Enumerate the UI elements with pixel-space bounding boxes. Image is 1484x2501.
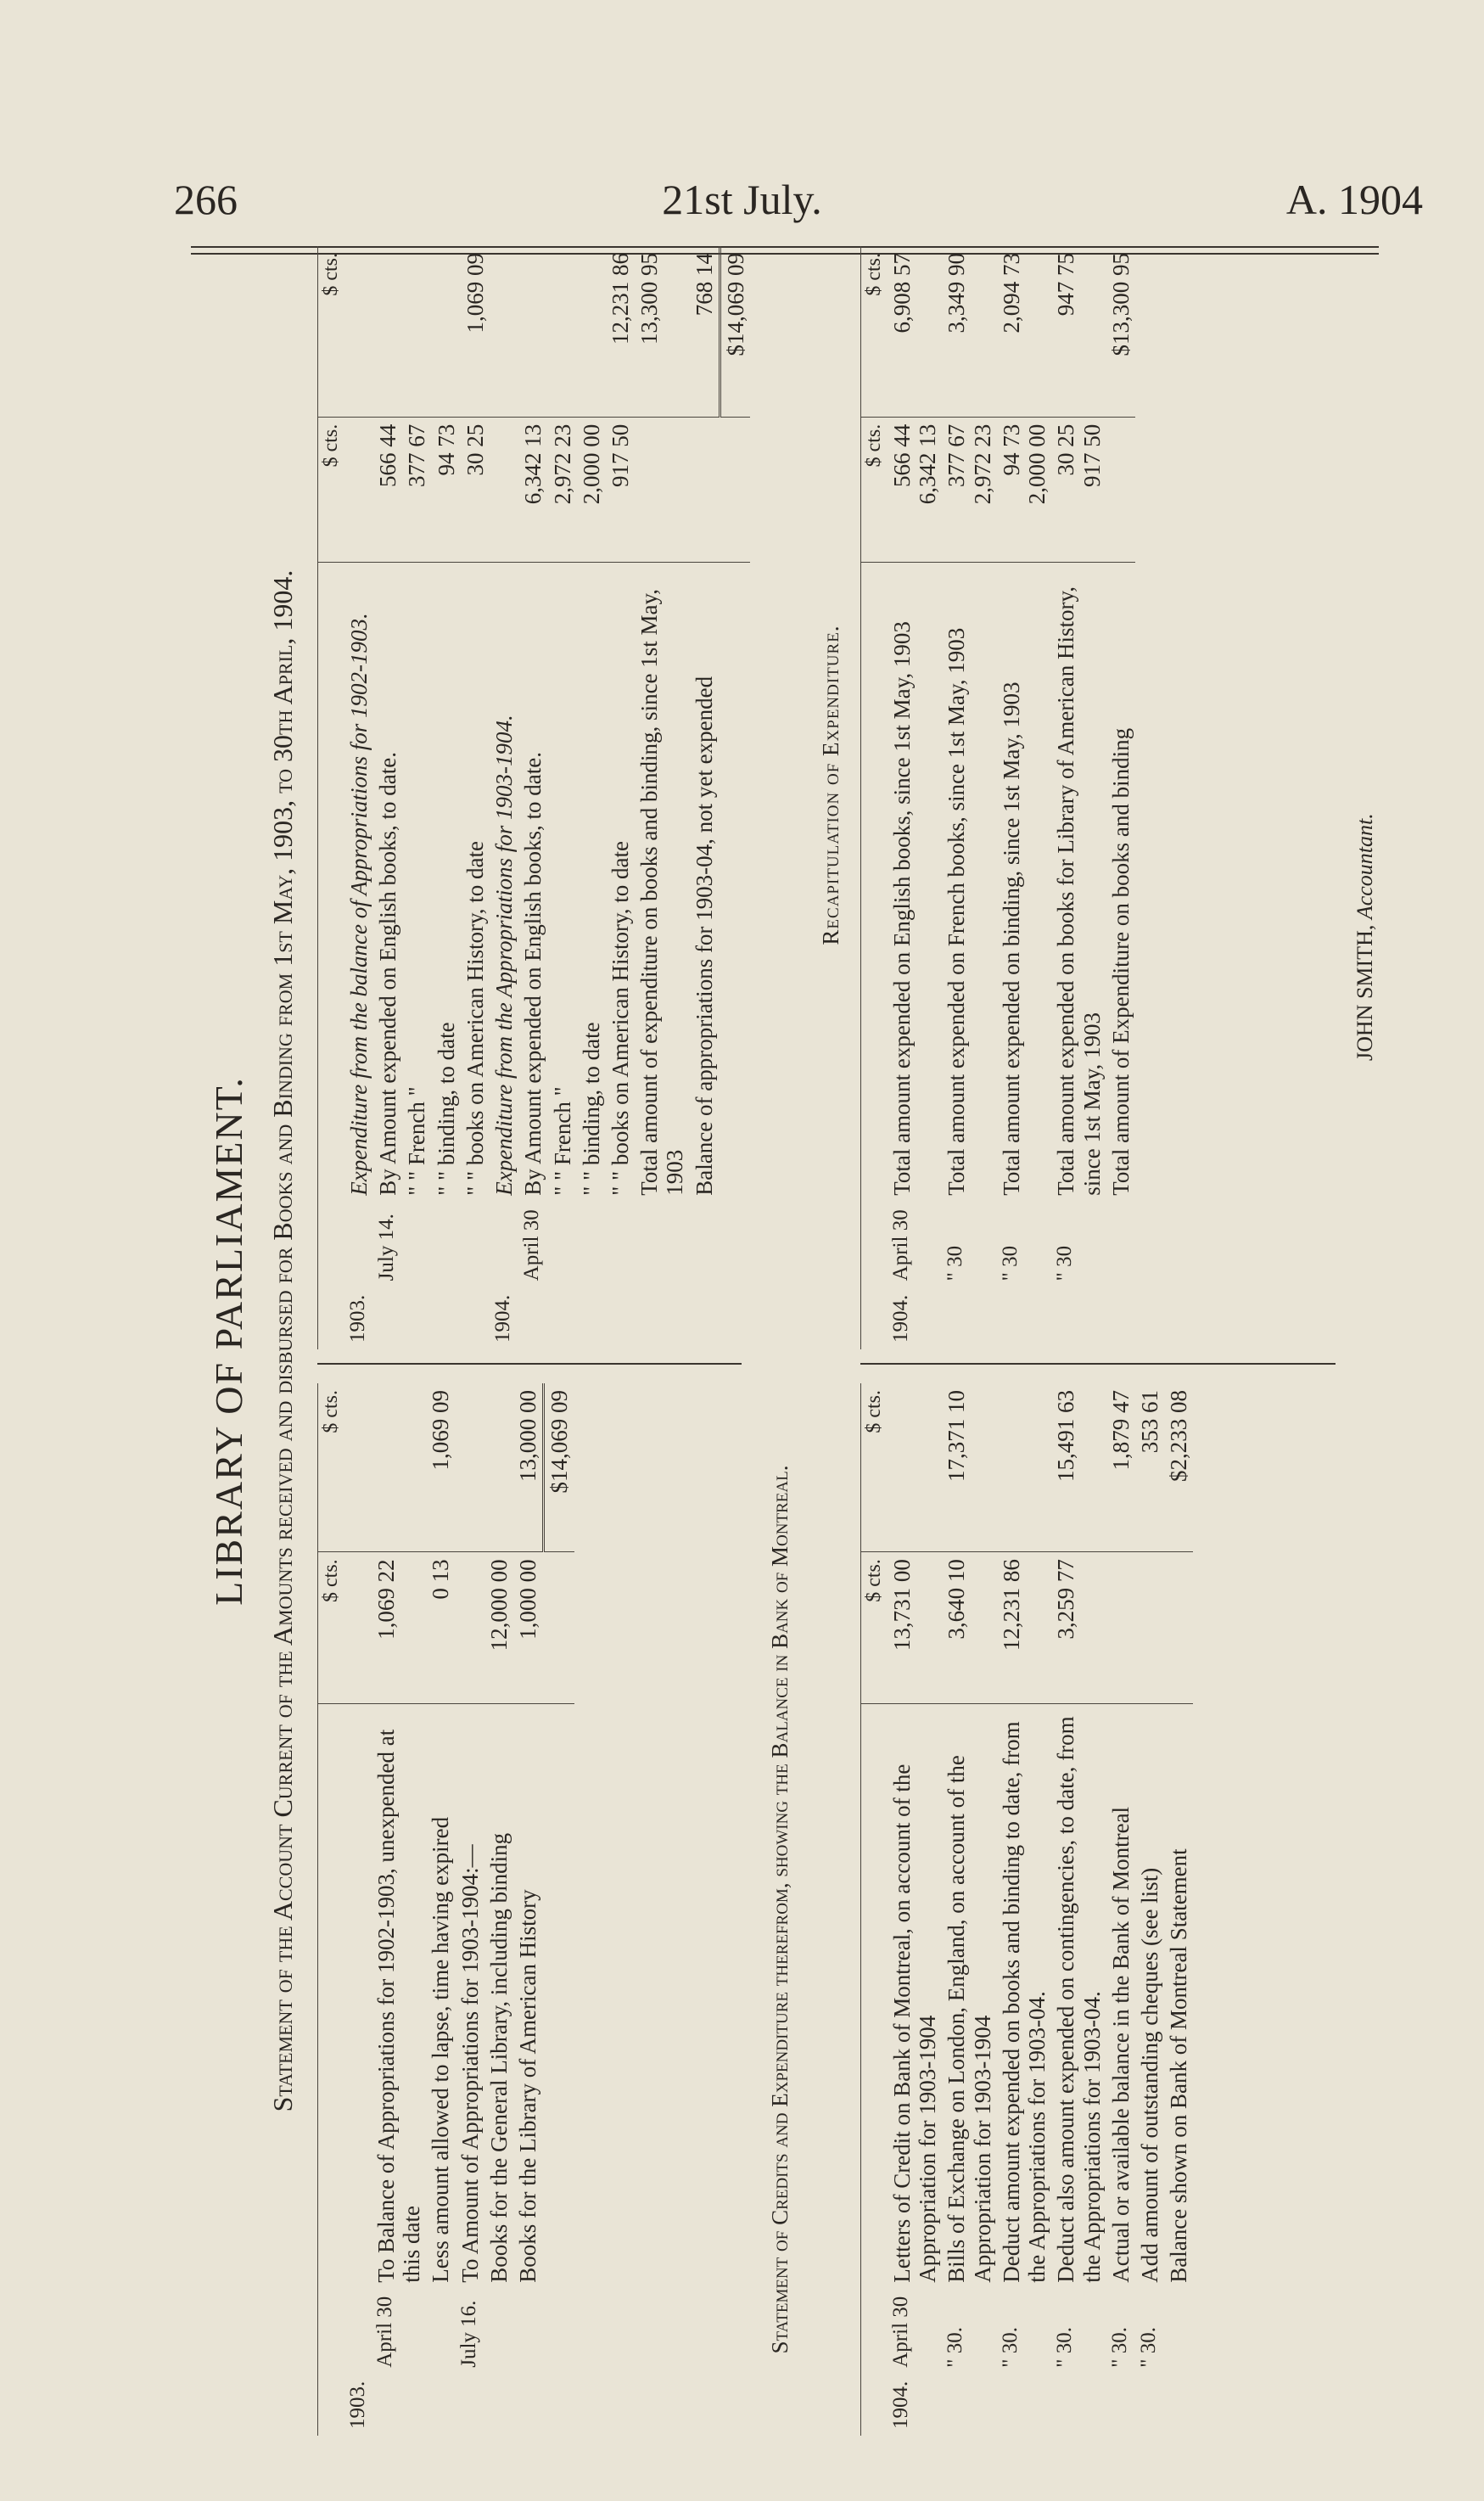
row-description: Balance of appropriations for 1903-04, not yet expended — [691, 676, 717, 1196]
row-description: Total amount expended on French books, since 1st May, 1903 — [944, 627, 970, 1196]
row-date: " 30. — [1107, 2327, 1131, 2368]
row-year — [372, 2375, 426, 2436]
row-amount-outer: 15,491 63 — [1051, 1383, 1106, 1552]
currency-head: $ cts. — [318, 246, 344, 417]
table-row — [461, 246, 490, 1349]
credits-title: Statement of Credits and Expenditure therefrom, showing the Balance in Bank of Montreal. — [767, 1465, 792, 2354]
receipts-table — [317, 1383, 574, 2436]
currency-head: $ cts. — [318, 417, 344, 562]
row-date — [432, 1203, 461, 1288]
currency-head: $ cts. — [861, 246, 888, 417]
spacer — [544, 1704, 574, 2290]
subtotal-amount: 2,000 00 — [1024, 423, 1050, 505]
row-description: Books for the Library of American History — [515, 1889, 541, 2283]
currency-head: $ cts. — [861, 417, 888, 562]
row-amount-inner: 917 50 — [606, 417, 635, 562]
row-amount-subtotals — [888, 417, 942, 562]
row-year — [426, 2375, 455, 2436]
row-description: Bills of Exchange on London, England, on account of the Appropriation for 1903-1904 — [944, 1755, 995, 2283]
table-row — [942, 246, 996, 1349]
table-row — [1051, 1383, 1106, 2436]
row-description: Add amount of outstanding cheques (see list) — [1136, 1867, 1162, 2283]
row-amount-outer: 13,000 00 — [513, 1383, 544, 1552]
row-description: Total amount of Expenditure on books and binding — [1107, 727, 1134, 1196]
row-year: 1904. — [491, 1294, 515, 1343]
currency-head: $ cts. — [861, 1383, 888, 1552]
row-year — [456, 2375, 484, 2436]
row-description: " " binding, to date — [578, 1022, 604, 1196]
row-amount-outer: $2,233 08 — [1164, 1383, 1193, 1552]
row-date — [577, 1203, 606, 1288]
row-year — [1051, 1287, 1106, 1349]
row-year — [635, 1287, 689, 1349]
row-amount-outer — [490, 246, 518, 417]
row-date — [426, 2290, 455, 2375]
row-year — [518, 1287, 547, 1349]
row-date — [344, 2290, 372, 2375]
row-amount-outer — [344, 1383, 372, 1552]
row-amount-outer: 1,069 09 — [461, 246, 490, 417]
row-date: " 30 — [944, 1245, 967, 1281]
table-row — [888, 246, 942, 1349]
subtotal-amount: 94 73 — [998, 423, 1024, 476]
row-amount-inner: 566 44 — [373, 417, 402, 562]
row-date: April 30 — [888, 1209, 912, 1281]
spacer — [720, 562, 750, 1202]
row-description: Total amount of expenditure on books and binding, since 1st May, 1903 — [636, 588, 688, 1196]
row-amount-inner: 2,972 23 — [548, 417, 577, 562]
row-date: " 30. — [1136, 2327, 1160, 2368]
table-row — [888, 1383, 942, 2436]
grand-total: $14,069 09 — [544, 1383, 574, 1552]
row-year — [484, 2375, 513, 2436]
row-amount-outer — [456, 1383, 484, 1552]
spacer — [720, 417, 750, 562]
page-date: 21st July. — [662, 176, 822, 223]
row-year — [942, 1287, 996, 1349]
document-title: LIBRARY OF PARLIAMENT. — [207, 1076, 250, 1606]
spacer — [544, 2375, 574, 2436]
row-amount-subtotals — [1106, 417, 1135, 562]
row-amount-inner: 1,069 22 — [372, 1552, 426, 1704]
row-amount-outer: 353 61 — [1135, 1383, 1164, 1552]
row-description: Expenditure from the Appropriations for 1903-1904. — [491, 715, 518, 1196]
row-year — [1106, 2375, 1135, 2436]
row-amount-inner — [344, 417, 373, 562]
subtotal-amount: 6,342 13 — [915, 423, 941, 505]
table-row — [577, 246, 606, 1349]
row-amount-inner: 377 67 — [402, 417, 431, 562]
row-year — [1051, 2375, 1106, 2436]
row-description: Books for the General Library, including binding — [485, 1832, 512, 2283]
row-amount-outer: $13,300 95 — [1106, 246, 1135, 417]
row-amount-outer — [518, 246, 547, 417]
row-year — [577, 1287, 606, 1349]
row-amount-outer — [344, 246, 373, 417]
row-year — [690, 1287, 720, 1349]
row-amount-inner: 30 25 — [461, 417, 490, 562]
row-description: Letters of Credit on Bank of Montreal, on account of the Appropriation for 1903-1904 — [888, 1764, 941, 2283]
row-amount-inner — [490, 417, 518, 562]
row-description: To Amount of Appropriations for 1903-1904:— — [456, 1844, 483, 2283]
row-amount-inner — [1135, 1552, 1164, 1704]
row-year — [513, 2375, 544, 2436]
table-row — [1164, 1383, 1193, 2436]
signature-name: JOHN SMITH, — [1352, 924, 1377, 1061]
row-date — [1164, 2290, 1193, 2375]
signature — [1352, 813, 1377, 1061]
row-amount-subtotals — [1051, 417, 1106, 562]
table-row — [1051, 246, 1106, 1349]
row-amount-outer: 3,349 90 — [942, 246, 996, 417]
row-description: By Amount expended on English books, to date. — [375, 752, 401, 1196]
row-amount-inner: 6,342 13 — [518, 417, 547, 562]
row-amount-inner — [1164, 1552, 1193, 1704]
table-row — [548, 246, 577, 1349]
spacer — [720, 1287, 750, 1349]
row-year — [461, 1287, 490, 1349]
row-date — [490, 1203, 518, 1288]
row-year — [548, 1287, 577, 1349]
row-year — [1135, 2375, 1164, 2436]
row-date: " 30. — [998, 2327, 1022, 2368]
row-year — [997, 1287, 1051, 1349]
row-description: Deduct amount expended on books and binding to date, from the Appropriations for 1903-04. — [998, 1721, 1050, 2283]
row-description: " " books on American History, to date — [607, 840, 633, 1196]
currency-head: $ cts. — [318, 1552, 344, 1704]
row-year — [402, 1287, 431, 1349]
row-description: Expenditure from the balance of Appropriations for 1902-1903. — [345, 613, 372, 1196]
table-row — [484, 1383, 513, 2436]
row-description: " " French " — [404, 1086, 430, 1196]
row-amount-inner — [456, 1552, 484, 1704]
table-row — [426, 1383, 455, 2436]
column-divider — [317, 1363, 742, 1365]
row-date — [513, 2290, 544, 2375]
row-amount-subtotals — [997, 417, 1051, 562]
table-row — [402, 246, 431, 1349]
spacer — [720, 1203, 750, 1288]
row-amount-outer — [402, 246, 431, 417]
row-date — [344, 1203, 373, 1288]
currency-head: $ cts. — [318, 1383, 344, 1552]
row-amount-outer — [997, 1383, 1051, 1552]
spacer — [544, 1552, 574, 1704]
row-date: July 16. — [456, 2300, 480, 2368]
row-description: Actual or available balance in the Bank of Montreal — [1107, 1806, 1134, 2283]
signature-role: Accountant. — [1352, 813, 1377, 920]
row-amount-outer: 768 14 — [690, 246, 720, 417]
row-year — [606, 1287, 635, 1349]
row-year — [432, 1287, 461, 1349]
row-amount-outer: 17,371 10 — [942, 1383, 996, 1552]
row-year — [373, 1287, 402, 1349]
spacer — [544, 2290, 574, 2375]
row-date: " 30. — [944, 2327, 967, 2368]
row-description: Balance shown on Bank of Montreal Statement — [1166, 1848, 1192, 2283]
row-amount-inner: 3,640 10 — [942, 1552, 996, 1704]
row-date: July 14. — [375, 1214, 399, 1281]
row-description: Less amount allowed to lapse, time having expired — [428, 1816, 454, 2283]
page-number: 266 — [174, 176, 238, 223]
row-date — [548, 1203, 577, 1288]
row-date: " 30. — [1053, 2327, 1077, 2368]
row-amount-inner: 3,259 77 — [1051, 1552, 1106, 1704]
row-amount-inner — [635, 417, 689, 562]
row-date: April 30 — [888, 2296, 912, 2368]
row-amount-outer: 947 75 — [1051, 246, 1106, 417]
row-amount-outer: 12,231 86 — [606, 246, 635, 417]
row-description: " " binding, to date — [433, 1022, 459, 1196]
row-amount-inner: 2,000 00 — [577, 417, 606, 562]
table-row — [456, 1383, 484, 2436]
row-year: 1903. — [345, 1294, 369, 1343]
row-amount-outer — [548, 246, 577, 417]
subtotal-amount: 2,972 23 — [969, 423, 995, 505]
credits-table — [860, 1383, 1193, 2436]
row-amount-outer: 13,300 95 — [635, 246, 689, 417]
row-amount-inner: 1,000 00 — [513, 1552, 544, 1704]
row-description: " " French " — [549, 1086, 575, 1196]
table-row — [997, 1383, 1051, 2436]
session-label: A. 1904 — [1285, 176, 1423, 223]
row-description: Total amount expended on books for Library of American History, since 1st May, 1903 — [1053, 586, 1105, 1196]
row-amount-inner: 13,731 00 — [888, 1552, 942, 1704]
row-amount-outer — [484, 1383, 513, 1552]
table-row — [373, 246, 402, 1349]
row-amount-outer: 1,069 09 — [426, 1383, 455, 1552]
row-amount-outer: 2,094 73 — [997, 246, 1051, 417]
rotated-ledger — [207, 246, 1412, 2436]
total-row — [544, 1383, 574, 2436]
row-amount-subtotals — [942, 417, 996, 562]
row-date — [484, 2290, 513, 2375]
table-row — [1106, 246, 1135, 1349]
row-year — [1106, 1287, 1135, 1349]
row-amount-outer — [372, 1383, 426, 1552]
page-header — [0, 174, 1484, 225]
row-date — [635, 1203, 689, 1288]
row-date: " 30 — [998, 1245, 1022, 1281]
table-row — [997, 246, 1051, 1349]
row-description: To Balance of Appropriations for 1902-1903, unexpended at this date — [372, 1729, 425, 2283]
table-row — [432, 246, 461, 1349]
row-amount-outer — [888, 1383, 942, 1552]
row-amount-inner: 94 73 — [432, 417, 461, 562]
row-amount-outer: 6,908 57 — [888, 246, 942, 417]
row-year — [997, 2375, 1051, 2436]
subtotal-amount: 30 25 — [1053, 423, 1079, 476]
table-row — [490, 246, 518, 1349]
row-year: 1904. — [888, 2380, 912, 2429]
row-date: " 30 — [1053, 1245, 1077, 1281]
table-row — [518, 246, 547, 1349]
table-row — [635, 246, 689, 1349]
table-row — [344, 1383, 372, 2436]
recap-table — [860, 246, 1135, 1349]
row-date: April 30 — [520, 1209, 544, 1281]
row-amount-outer — [577, 246, 606, 417]
table-row — [344, 246, 373, 1349]
row-amount-outer — [373, 246, 402, 417]
subtotal-amount: 566 44 — [888, 423, 915, 487]
row-description: " " books on American History, to date — [462, 840, 488, 1196]
row-year — [1164, 2375, 1193, 2436]
table-row — [513, 1383, 544, 2436]
row-year: 1904. — [888, 1294, 912, 1343]
table-row — [1135, 1383, 1164, 2436]
row-description: By Amount expended on English books, to date. — [520, 752, 546, 1196]
row-amount-inner: 12,000 00 — [484, 1552, 513, 1704]
recap-title: Recapitulation of Expenditure. — [818, 625, 843, 945]
row-amount-inner: 12,231 86 — [997, 1552, 1051, 1704]
row-date — [461, 1203, 490, 1288]
currency-head: $ cts. — [861, 1552, 888, 1704]
row-date — [690, 1203, 720, 1288]
row-amount-inner — [344, 1552, 372, 1704]
grand-total: $14,069 09 — [720, 246, 750, 417]
expenditure-table — [317, 246, 750, 1349]
table-row — [372, 1383, 426, 2436]
row-amount-outer — [432, 246, 461, 417]
total-row — [720, 246, 750, 1349]
table-row — [606, 246, 635, 1349]
row-amount-inner: 0 13 — [426, 1552, 455, 1704]
subtotal-amount: 917 50 — [1078, 423, 1105, 487]
table-row — [942, 1383, 996, 2436]
table-row — [1106, 1383, 1135, 2436]
subtotal-amount: 377 67 — [944, 423, 970, 487]
row-amount-inner — [690, 417, 720, 562]
statement-title: Statement of the Account Current of the Amounts received and disbursed for Books and Binding from 1st May, 1903, to 30th April, 1904. — [267, 569, 298, 2112]
row-date — [606, 1203, 635, 1288]
row-date — [1106, 1203, 1135, 1288]
table-row — [690, 246, 720, 1349]
row-description: Total amount expended on English books, since 1st May, 1903 — [888, 621, 915, 1196]
row-description — [344, 1704, 372, 2290]
row-date — [402, 1203, 431, 1288]
column-divider — [860, 1363, 1336, 1365]
row-description: Total amount expended on binding, since 1st May, 1903 — [998, 681, 1024, 1196]
row-year: 1903. — [345, 2380, 369, 2429]
row-amount-outer: 1,879 47 — [1106, 1383, 1135, 1552]
row-date: April 30 — [372, 2296, 396, 2368]
row-year — [942, 2375, 996, 2436]
row-amount-inner — [1106, 1552, 1135, 1704]
row-description: Deduct also amount expended on contingencies, to date, from the Appropriations for 1903-04. — [1053, 1716, 1105, 2283]
